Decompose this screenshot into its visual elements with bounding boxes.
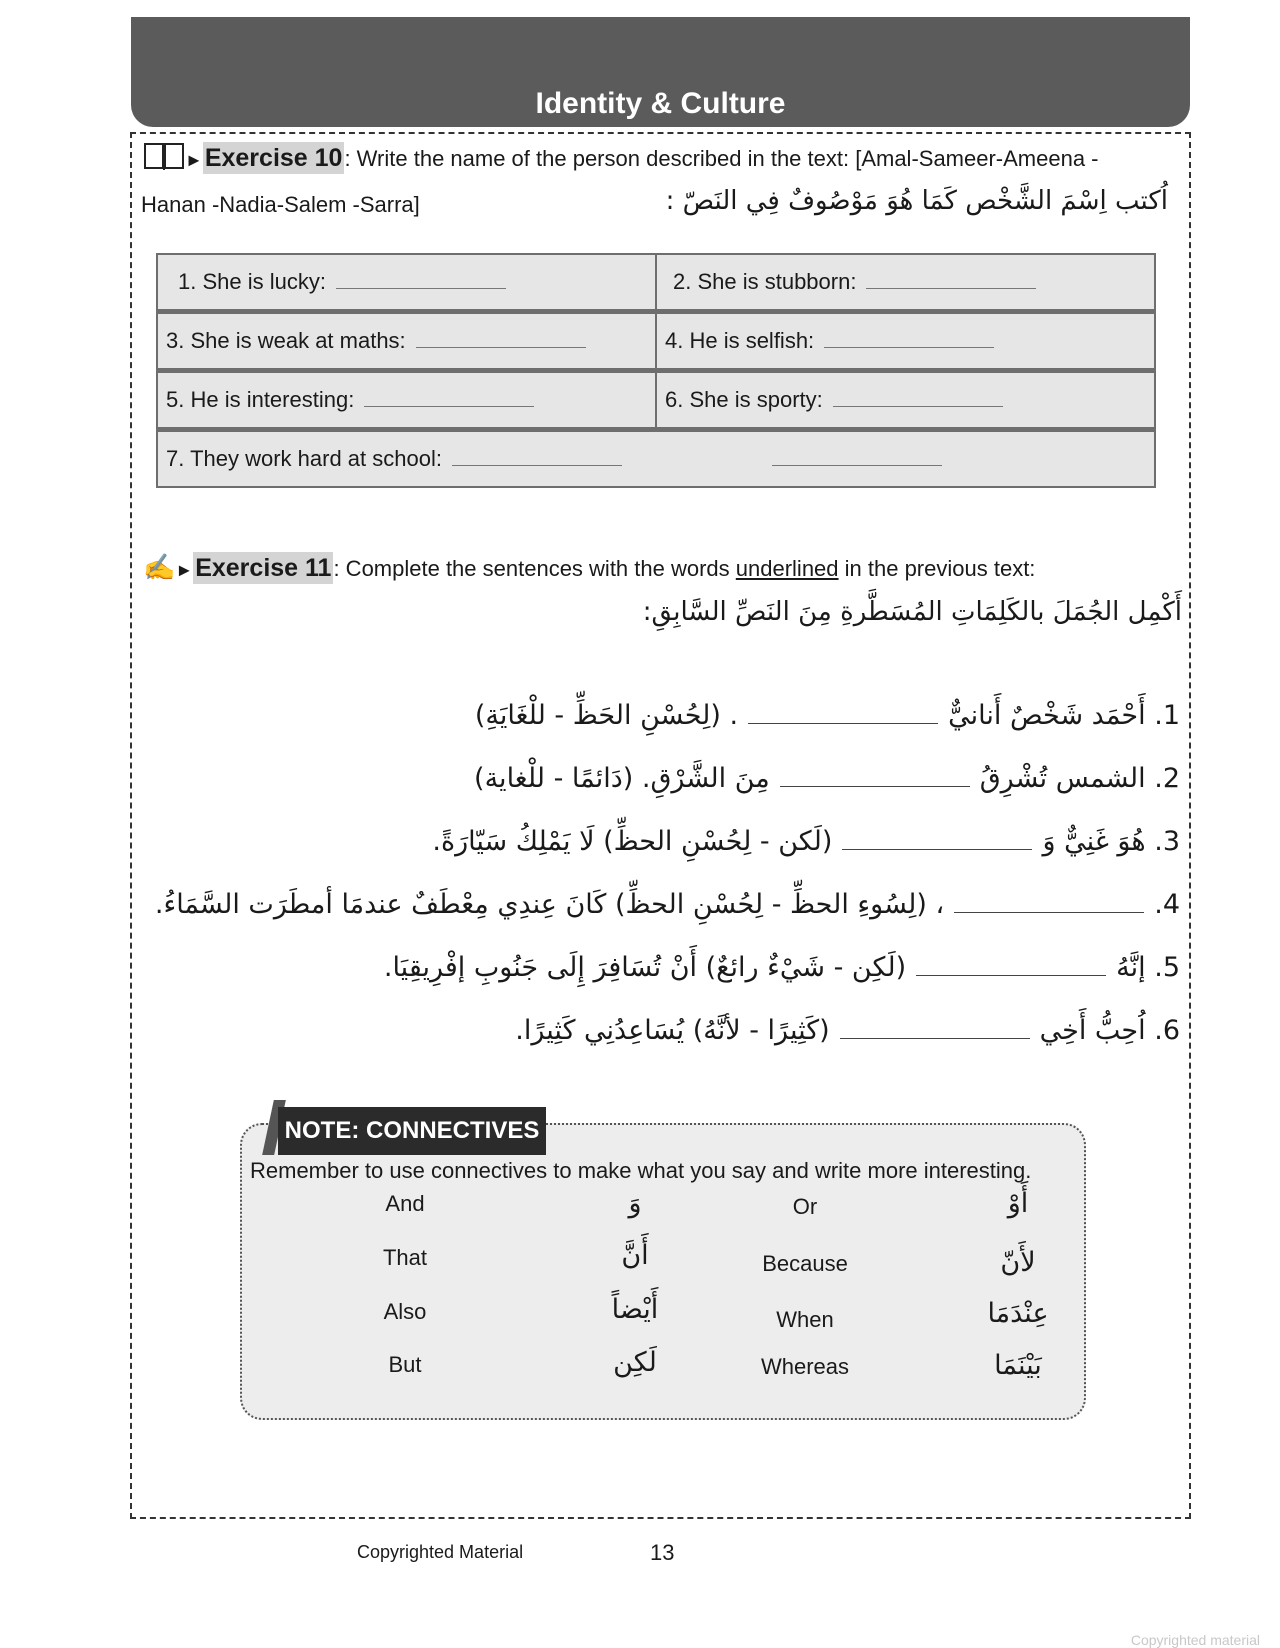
copyright-text: Copyrighted Material (357, 1542, 524, 1562)
page-number: 13 (650, 1540, 675, 1565)
item-label: 2. She is stubborn: (673, 269, 857, 294)
item-label: 1. She is lucky: (178, 269, 326, 294)
ex10-table (156, 253, 1156, 488)
connective-en: Whereas (760, 1354, 850, 1379)
sentence-6 (515, 1015, 1180, 1046)
sentence-3 (432, 826, 1180, 857)
sentence-num: 2. (1154, 763, 1180, 794)
answer-blank[interactable] (780, 768, 970, 787)
ex11-instruction-underlined: underlined (735, 556, 839, 581)
sentence-1 (475, 700, 1180, 731)
answer-blank[interactable] (416, 329, 586, 348)
answer-blank[interactable] (842, 831, 1032, 850)
ex10-label: Exercise 10 (204, 144, 343, 172)
ex11-instruction-pre: : Complete the sentences with the words (333, 556, 736, 581)
answer-blank[interactable] (840, 1020, 1030, 1039)
ex11-heading (143, 552, 1035, 583)
sentence-after: (لَكن - لِحُسْنِ الحظِّ) لَا يَمْلِكُ سَيّارَةً. (432, 826, 833, 857)
item-label: 7. They work hard at school: (166, 446, 442, 471)
connective-en: When (776, 1307, 834, 1332)
connective-ar: أَوْ (1007, 1188, 1029, 1219)
connective-en: Also (383, 1299, 427, 1324)
sentence-after: . (لِحُسْنِ الحَظِّ - للْغَايَةِ) (474, 700, 739, 731)
answer-blank[interactable] (772, 447, 942, 466)
note-title: NOTE: CONNECTIVES (278, 1107, 546, 1155)
item-label: 3. She is weak at maths: (166, 328, 406, 353)
answer-blank[interactable] (364, 388, 534, 407)
answer-blank[interactable] (954, 894, 1144, 913)
ex10-instruction-2: Hanan -Nadia-Salem -Sarra] (141, 192, 420, 217)
connective-ar: أَنَّ (621, 1240, 649, 1271)
sentence-4 (155, 889, 1180, 920)
answer-blank[interactable] (824, 329, 994, 348)
connective-ar: بَيْنَمَا (994, 1350, 1042, 1381)
connective-en: That (382, 1245, 428, 1270)
item-label: 4. He is selfish: (665, 328, 815, 353)
sentence-before: إنَّهُ (1116, 952, 1146, 983)
sentence-before: الشمس تُشْرِقُ (979, 763, 1146, 794)
answer-blank[interactable] (916, 957, 1106, 976)
connective-en: Because (762, 1251, 848, 1276)
ex11-instruction-ar: أَكْمِل الجُمَلَ بالكَلِمَاتِ المُسَطَّرةِ مِنَ النَصِّ السَّابِقِ: (642, 597, 1182, 627)
connective-en: But (388, 1352, 422, 1377)
connective-ar: لأَنّ (1000, 1247, 1036, 1278)
pencil-icon: ✍ (143, 552, 176, 582)
watermark: Copyrighted material (1130, 1632, 1260, 1648)
book-icon (143, 140, 185, 172)
connective-ar: أَيْضاً (611, 1294, 659, 1325)
sentence-5 (384, 952, 1180, 983)
sentence-num: 6. (1154, 1015, 1180, 1046)
sentence-num: 3. (1154, 826, 1180, 857)
answer-blank[interactable] (748, 705, 938, 724)
note-text: Remember to use connectives to make what you say and write more interesting. (250, 1158, 1032, 1183)
arrow-icon: ► (185, 150, 203, 170)
sentence-after: ، (لِسُوءِ الحظِّ - لِحُسْنِ الحظِّ) كَانَ عِندِي مِعْطَفٌ عندمَا أمطَرَت السَّمَاءُ. (154, 889, 945, 920)
header-band (131, 17, 1190, 127)
sentence-before: اُحِبُّ أَخِي (1039, 1015, 1146, 1046)
item-label: 6. She is sporty: (665, 387, 823, 412)
ex10-instruction: : Write the name of the person described in the text: [Amal-Sameer-Ameena - (344, 146, 1099, 171)
connective-ar: لَكِن (613, 1347, 657, 1378)
connective-ar: عِنْدَمَا (987, 1298, 1049, 1329)
sentence-before: أَحْمَد شَخْصٌ أَنانيٌّ (948, 700, 1146, 731)
ex11-label: Exercise 11 (195, 554, 332, 582)
item-label: 5. He is interesting: (166, 387, 355, 412)
ex10-instruction-ar: اُكتب اِسْمَ الشَّخْص كَمَا هُوَ مَوْصُوفٌ فِي النَصّ : (665, 186, 1168, 216)
answer-blank[interactable] (866, 270, 1036, 289)
ex10-heading (143, 140, 1099, 173)
sentence-num: 1. (1154, 700, 1180, 731)
ex11-instruction-post: in the previous text: (838, 556, 1036, 581)
answer-blank[interactable] (452, 447, 622, 466)
sentence-2 (474, 763, 1180, 794)
connective-en: Or (792, 1194, 818, 1219)
connective-ar: وَ (628, 1188, 642, 1219)
sentence-after: (كَثِيرًا - لأنَّهُ) يُسَاعِدُنِي كَثِيرًا. (515, 1015, 830, 1046)
page-title: Identity & Culture (535, 87, 786, 120)
sentence-before: هُوَ غَنِيٌّ وَ (1042, 826, 1146, 857)
arrow-icon: ► (175, 560, 194, 580)
sentence-num: 5. (1154, 952, 1180, 983)
sentence-after: مِنَ الشَّرْقِ. (دَائمًا - للْغاية) (474, 763, 770, 794)
sentence-num: 4. (1154, 889, 1180, 920)
connective-en: And (385, 1191, 425, 1216)
answer-blank[interactable] (833, 388, 1003, 407)
answer-blank[interactable] (336, 270, 506, 289)
sentence-after: (لَكِن - شَيْءٌ رائعٌ) أَنْ تُسَافِرَ إِلَى جَنُوبِ إفْرِيقِيَا. (383, 952, 907, 983)
